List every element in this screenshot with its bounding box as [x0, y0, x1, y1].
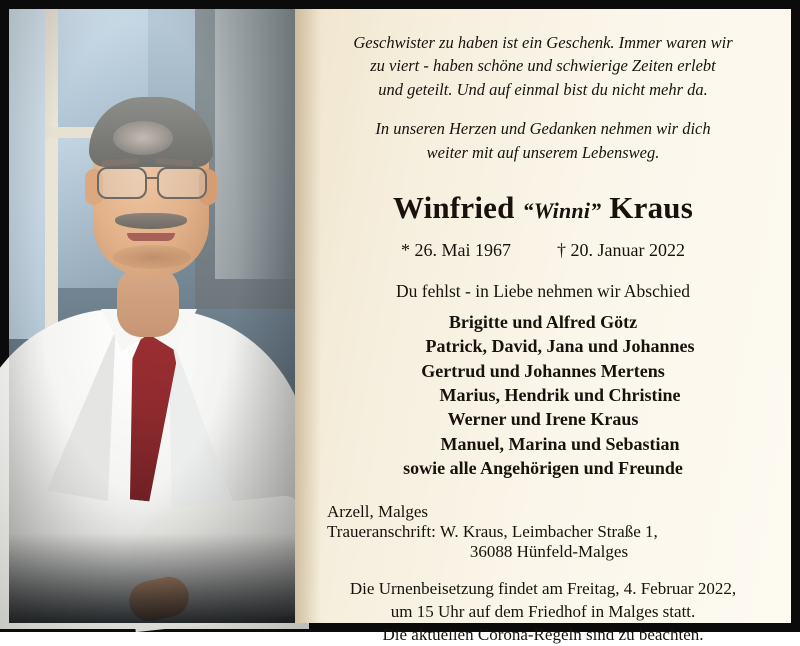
address-line-1: Traueranschrift: W. Kraus, Leimbacher Straße 1,: [327, 522, 658, 542]
verse-line: und geteilt. Und auf einmal bist du nicht mehr da.: [378, 79, 708, 99]
closing-line: Die Urnenbeisetzung findet am Freitag, 4. Februar 2022,: [349, 579, 737, 599]
verse-line: zu viert - haben schöne und schwierige Zeiten erlebt: [370, 56, 716, 76]
closing-line: Die aktuellen Corona-Regeln sind zu beachten.: [382, 624, 704, 644]
location-line: Arzell, Malges: [327, 502, 429, 522]
funeral-details: [315, 578, 771, 646]
closing-line: um 15 Uhr auf dem Friedhof in Malges statt.: [390, 601, 696, 621]
last-name: Kraus: [609, 190, 694, 226]
family-line: Patrick, David, Jana und Johannes: [425, 336, 695, 357]
life-dates: [315, 240, 771, 261]
death-date: † 20. Januar 2022: [557, 240, 685, 261]
deceased-name: [315, 190, 771, 226]
address-line-2: 36088 Hünfeld-Malges: [469, 542, 629, 562]
birth-date: * 26. Mai 1967: [401, 240, 511, 261]
farewell-line: Du fehlst - in Liebe nehmen wir Abschied: [395, 281, 691, 302]
family-line: Manuel, Marina und Sebastian: [440, 433, 680, 454]
verse-line: Geschwister zu haben ist ein Geschenk. Immer waren wir: [353, 33, 733, 52]
mourning-address: [315, 522, 771, 562]
photo-vignette: [9, 9, 295, 623]
family-line: Werner und Irene Kraus: [447, 409, 639, 430]
family-line: Marius, Hendrik und Christine: [439, 385, 681, 405]
memorial-verse-second: [329, 117, 757, 164]
nickname: “Winni”: [522, 198, 602, 224]
family-line: Brigitte und Alfred Götz: [448, 312, 638, 333]
family-list: [315, 310, 771, 480]
verse-line: weiter mit auf unserem Lebensweg.: [426, 142, 660, 162]
portrait-photo: [9, 9, 295, 623]
family-line: Gertrud und Johannes Mertens: [421, 360, 665, 381]
first-name: Winfried: [392, 190, 515, 226]
family-line: sowie alle Angehörigen und Freunde: [403, 457, 683, 478]
memorial-verse: [323, 31, 763, 101]
text-panel: [295, 9, 791, 644]
verse-line: In unseren Herzen und Gedanken nehmen wir dich: [375, 119, 711, 139]
